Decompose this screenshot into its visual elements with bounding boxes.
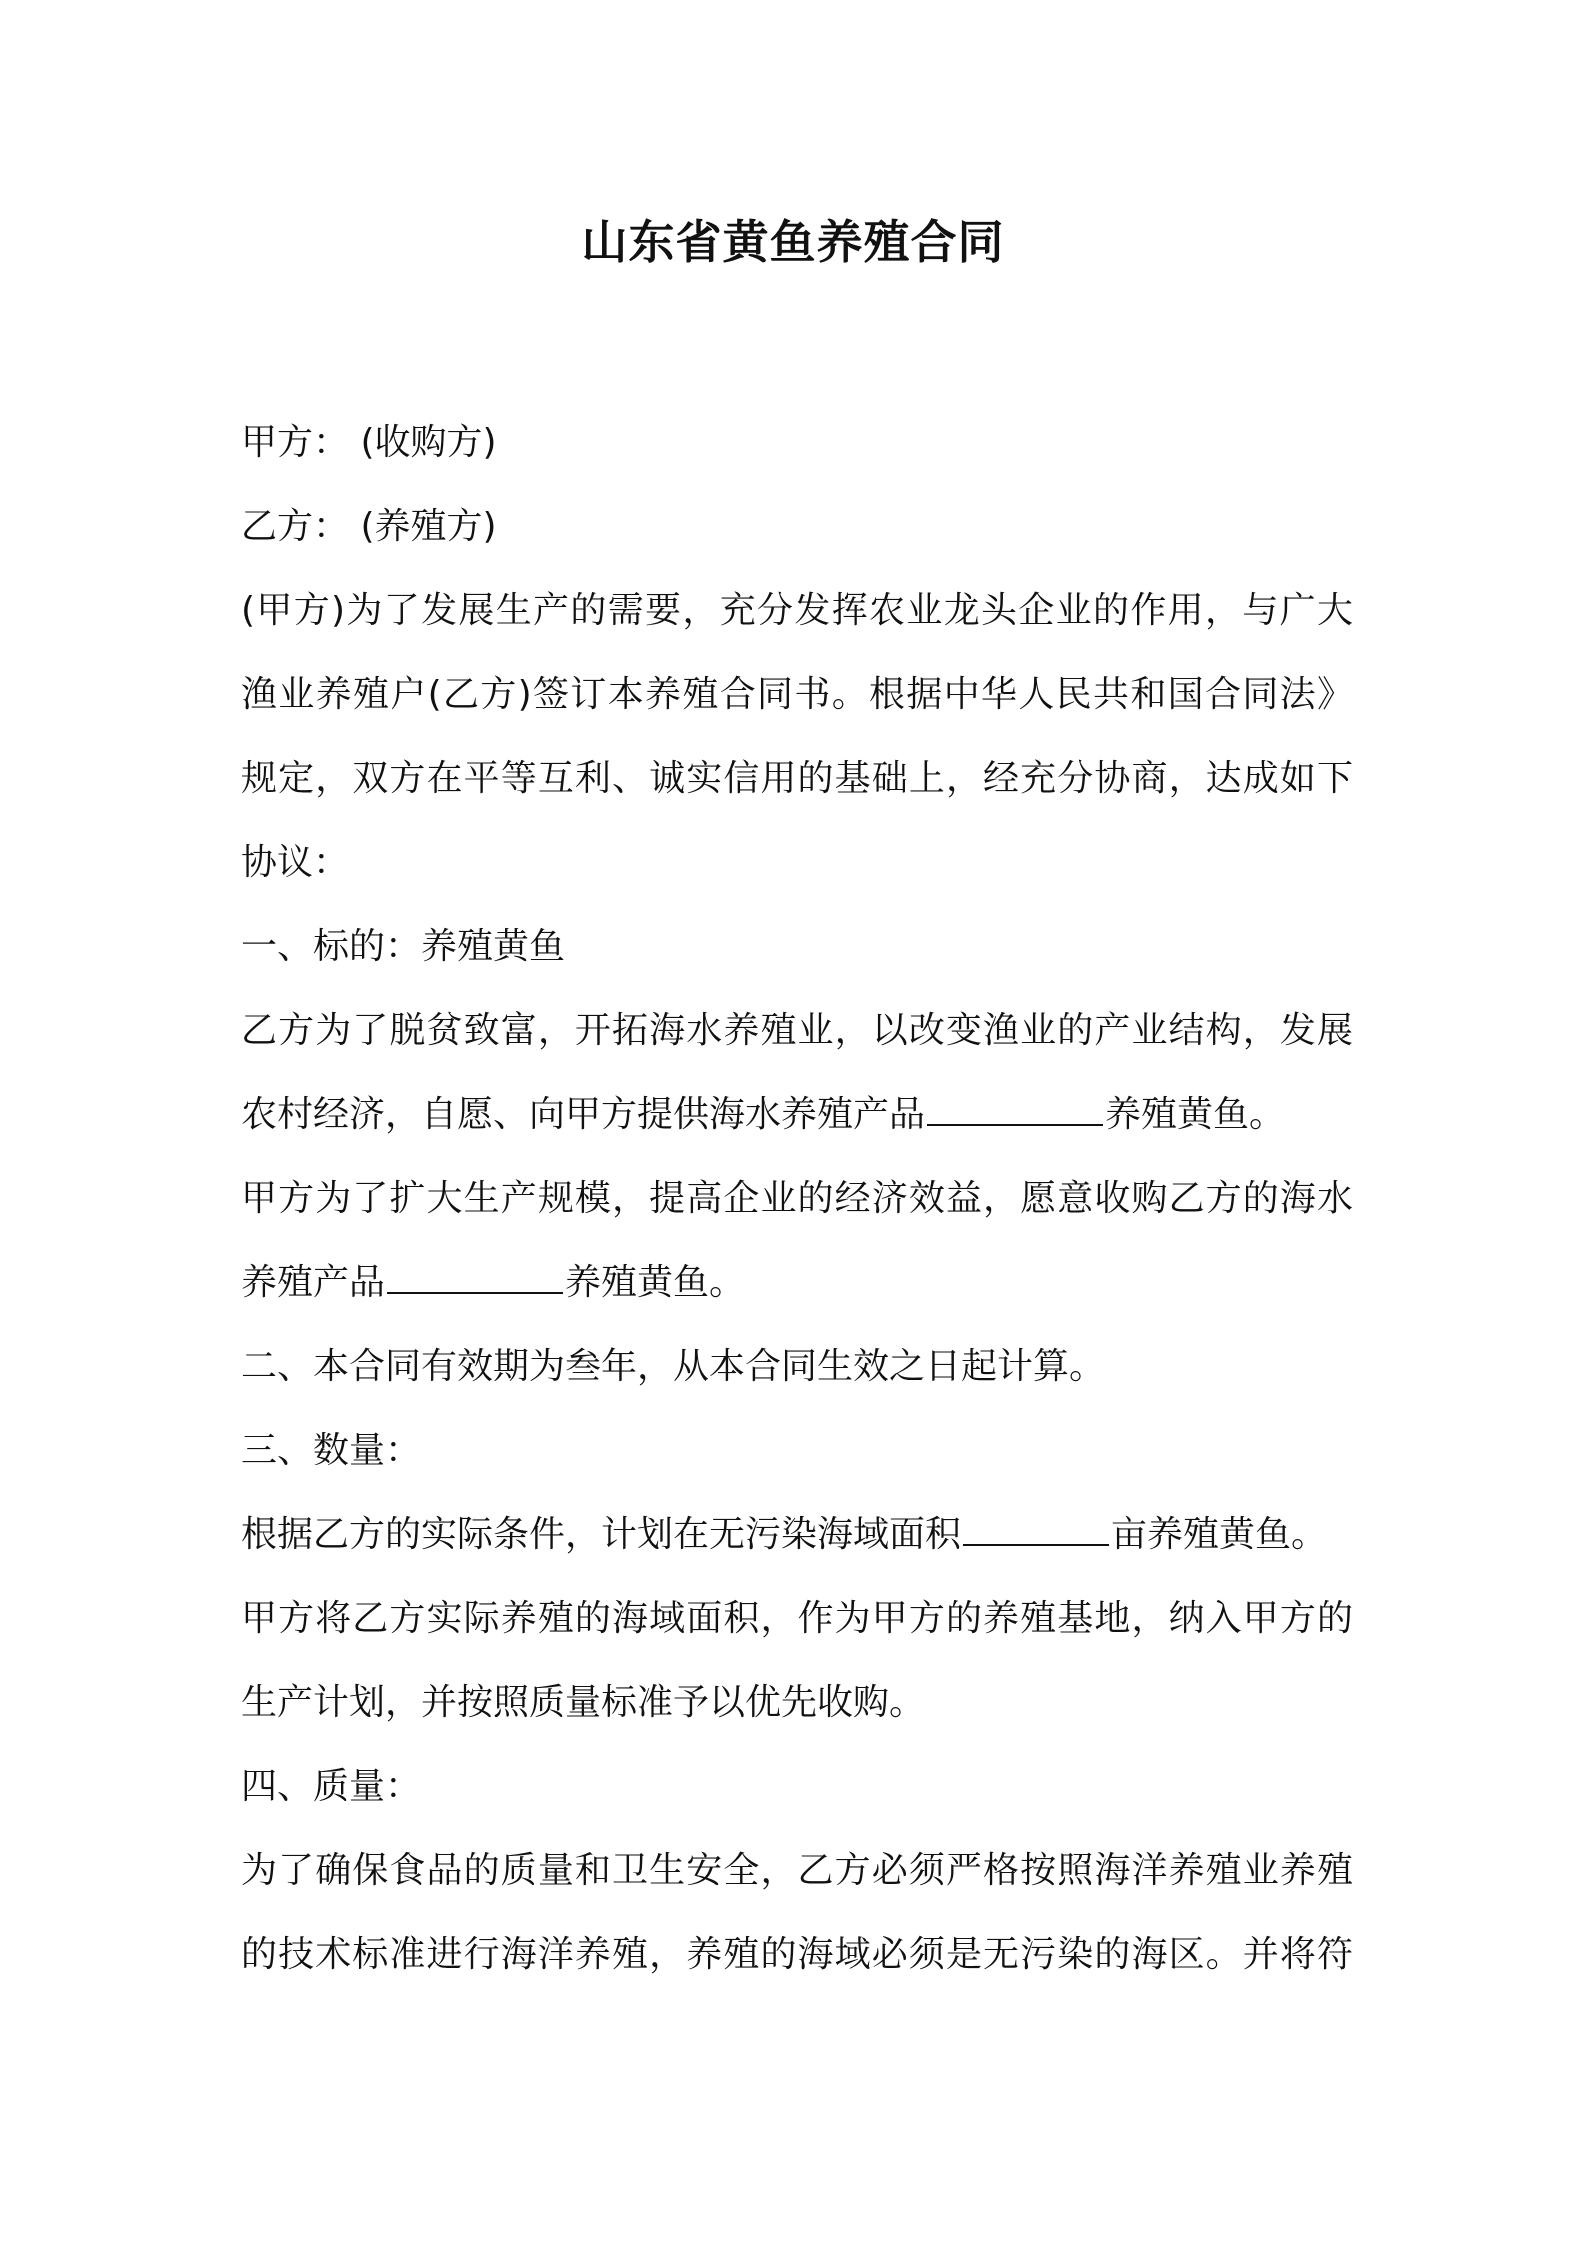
section-3-line-1 (241, 1493, 1353, 1577)
section-3-heading: 三、数量： (241, 1430, 422, 1471)
section-3-line-1-start: 根据乙方的实际条件，计划在无污染海域面积 (241, 1514, 962, 1555)
section-1-line-3: 甲方为了扩大生产规模，提高企业的经济效益，愿意收购乙方的海水 (241, 1178, 1353, 1219)
section-2-line: 二、本合同有效期为叁年，从本合同生效之日起计算。 (241, 1346, 1106, 1387)
section-4-line-2: 的技术标准进行海洋养殖，养殖的海域必须是无污染的海区。并将符 (241, 1934, 1353, 1975)
preamble-line-4: 协议： (241, 842, 350, 883)
party-b-line: 乙方： (养殖方) (241, 506, 497, 547)
section-3-line-2: 甲方将乙方实际养殖的海域面积，作为甲方的养殖基地，纳入甲方的 (241, 1598, 1353, 1639)
section-4-heading: 四、质量： (241, 1766, 422, 1807)
fill-in-blank (387, 1262, 563, 1294)
section-1-line-2-end: 养殖黄鱼。 (1105, 1094, 1286, 1135)
section-1-heading: 一、标的：养殖黄鱼 (241, 926, 566, 967)
preamble-line-1: (甲方)为了发展生产的需要，充分发挥农业龙头企业的作用，与广大 (241, 590, 1353, 631)
section-1-line-4-start: 养殖产品 (241, 1262, 386, 1303)
section-4-line-1: 为了确保食品的质量和卫生安全，乙方必须严格按照海洋养殖业养殖 (241, 1850, 1353, 1891)
preamble-line-2: 渔业养殖户(乙方)签订本养殖合同书。根据中华人民共和国合同法》 (241, 674, 1353, 715)
section-3-line-1-end: 亩养殖黄鱼。 (1111, 1514, 1328, 1555)
fill-in-blank (963, 1514, 1109, 1546)
section-1-line-4-end: 养殖黄鱼。 (565, 1262, 746, 1303)
party-a-line: 甲方： (收购方) (241, 422, 497, 463)
fill-in-blank (927, 1094, 1103, 1126)
section-1-line-2-start: 农村经济，自愿、向甲方提供海水养殖产品 (241, 1094, 926, 1135)
section-1-line-1: 乙方为了脱贫致富，开拓海水养殖业，以改变渔业的产业结构，发展 (241, 1010, 1353, 1051)
document-title: 山东省黄鱼养殖合同 (581, 215, 1005, 269)
section-1-line-2 (241, 1073, 1353, 1157)
document-body (241, 401, 1353, 1997)
preamble-line-3: 规定，双方在平等互利、诚实信用的基础上，经充分协商，达成如下 (241, 758, 1353, 799)
section-1-line-4 (241, 1241, 1353, 1325)
section-3-line-3: 生产计划，并按照质量标准予以优先收购。 (241, 1682, 926, 1723)
